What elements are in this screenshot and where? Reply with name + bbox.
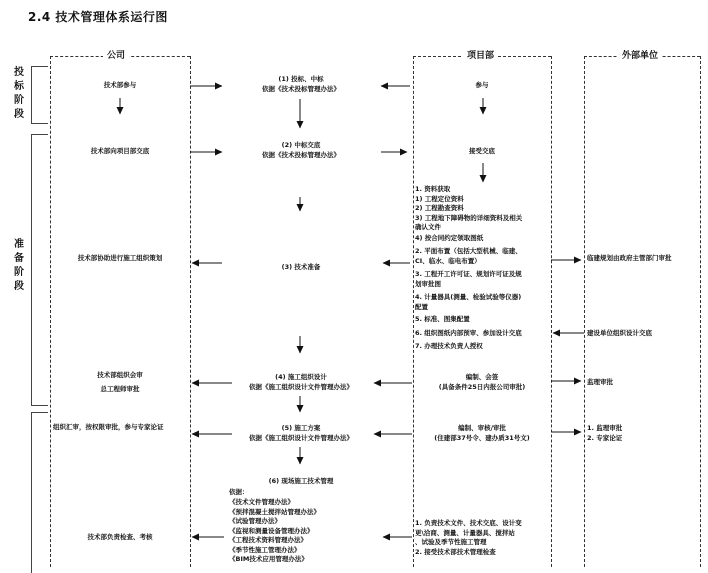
company-handover: 技术部向项目部交底 — [90, 147, 150, 155]
step-5-basis: 依据《施工组织设计文件管理办法》 — [249, 434, 353, 442]
column-title-external: 外部单位 — [618, 50, 662, 62]
step-6-doc: 《预拌混凝土搅拌站管理办法》 — [229, 507, 320, 516]
prep-item: 1) 工程定位资料 — [415, 194, 464, 203]
prep-item: 3) 工程地下障碍物的详细资料及相关 — [415, 213, 523, 222]
step-1-basis: 依据《技术投标管理办法》 — [262, 85, 340, 93]
project-receive: 接受交底 — [469, 147, 495, 155]
prep-item: 7. 办理技术负责人授权 — [415, 342, 483, 350]
step-1-title: (1) 投标、中标 — [278, 75, 324, 83]
step-5-title: (5) 施工方案 — [281, 424, 321, 432]
prep-item: 确认文件 — [415, 223, 441, 231]
prep-item: 2. 平面布置（包括大型机械、临建、 — [415, 247, 522, 255]
project-compile-2: (具备条件25日内报公司审批) — [438, 383, 526, 391]
project-compile-1: 编制、会签 — [465, 373, 499, 381]
page-title: 2.4 技术管理体系运行图 — [28, 10, 168, 24]
step-4-title: (4) 施工组织设计 — [275, 373, 327, 381]
step-6-doc: 《工程技术资料管理办法》 — [229, 536, 307, 544]
site-item: 更\洽商、测量、计量器具、搅拌站 — [415, 528, 515, 537]
prep-item: 4) 按合同约定领取图纸 — [415, 234, 484, 242]
prep-item: 2) 工程勘查资料 — [415, 204, 464, 212]
company-review-2: 总工程师审批 — [100, 385, 140, 393]
external-plan-review: 临建规划由政府主管部门审批 — [587, 254, 672, 262]
project-compile-3: 编制、审核/审批 — [458, 424, 506, 432]
company-review-1: 技术部组织会审 — [97, 371, 143, 379]
company-bid: 技术部参与 — [103, 81, 137, 89]
step-6-basis-label: 依据： — [229, 488, 249, 496]
step-6-doc: 《BIM技术应用管理办法》 — [229, 555, 308, 563]
step-6-doc: 《技术文件管理办法》 — [229, 498, 294, 506]
prep-item: 4. 计量器具(测量、检验试验等仪器) — [415, 293, 522, 301]
column-title-company: 公司 — [103, 50, 129, 62]
site-item: 1. 负责技术文件、技术交底、设计变 — [415, 519, 522, 527]
site-item: 2. 接受技术部技术管理检查 — [415, 547, 496, 556]
step-4-basis: 依据《施工组织设计文件管理办法》 — [249, 383, 353, 391]
site-item: 、试验及季节性施工管理 — [415, 538, 487, 546]
prep-item: 6. 组织图纸内部预审、参加设计交底 — [415, 329, 522, 337]
project-compile-4: (住建部37号令、建办质31号文) — [434, 434, 530, 442]
step-6-doc: 《季节性施工管理办法》 — [229, 545, 301, 554]
company-scheme: 组织汇审，按权限审批，参与专家论证 — [53, 423, 164, 431]
prep-item: 划审批图 — [415, 279, 441, 288]
prep-item: 5. 标准、图集配置 — [415, 315, 470, 323]
step-6-doc: 《监视和测量设备管理办法》 — [229, 526, 314, 535]
phase-label-bidding-text: 投 标 阶 段 — [14, 67, 24, 120]
prep-item: 1. 资料获取 — [415, 185, 451, 193]
external-list-1: 1. 监理审批 — [587, 424, 623, 432]
prep-item: CI、临水、临电布置） — [415, 256, 481, 265]
external-list-2: 2. 专家论证 — [587, 434, 623, 442]
column-title-project: 项目部 — [463, 50, 498, 62]
step-2-basis: 依据《技术投标管理办法》 — [262, 151, 340, 159]
step-2-title: (2) 中标交底 — [281, 141, 321, 149]
company-check: 技术部负责检查、考核 — [87, 533, 153, 541]
phase-label-prep-text: 准 备 阶 段 — [14, 239, 24, 292]
step-6-doc: 《试验管理办法》 — [229, 517, 281, 525]
external-supervise: 监理审批 — [587, 378, 613, 386]
company-plan: 技术部协助进行施工组织策划 — [77, 254, 163, 262]
step-6-title: (6) 现场施工技术管理 — [268, 477, 334, 485]
prep-item: 3. 工程开工许可证、规划许可证及规 — [415, 270, 522, 278]
project-join: 参与 — [475, 81, 489, 89]
external-design: 建设单位组织设计交底 — [587, 329, 652, 337]
prep-item: 配置 — [415, 302, 428, 311]
step-3-title: (3) 技术准备 — [281, 263, 321, 271]
